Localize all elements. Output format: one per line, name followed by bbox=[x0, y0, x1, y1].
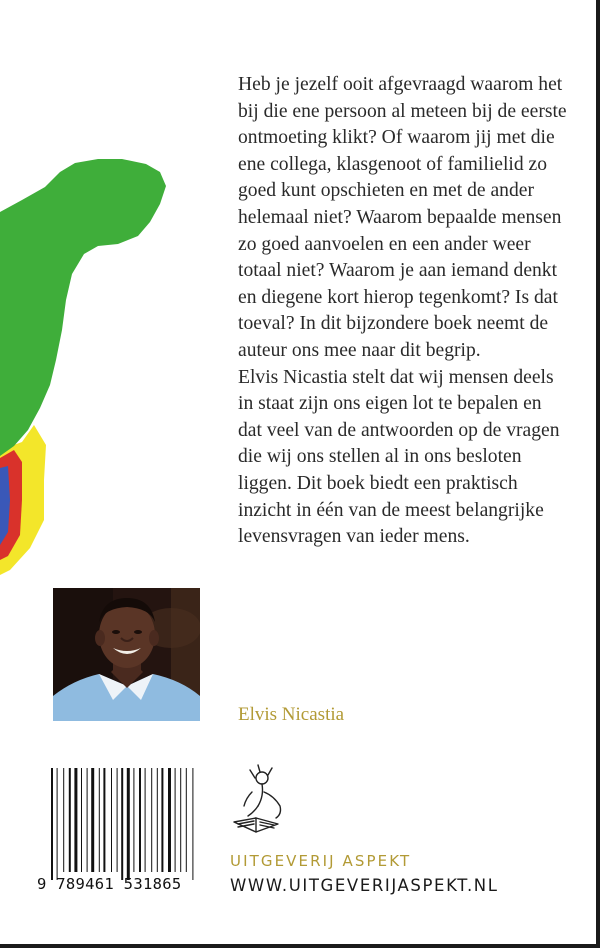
blurb-paragraph-2: Elvis Nicastia stelt dat wij mensen deels in staat zijn ons eigen lot te bepalen en dat veel van de antwoorden op de vragen die wij ons stellen al in ons besloten liggen. Dit boek biedt een praktisch inzicht in één van de meest belangrijke levensvragen van ieder mens. bbox=[238, 366, 560, 548]
publisher-website: WWW.UITGEVERIJASPEKT.NL bbox=[230, 876, 499, 895]
author-name: Elvis Nicastia bbox=[238, 704, 345, 725]
isbn-barcode bbox=[37, 768, 202, 898]
barcode-bar bbox=[192, 768, 193, 880]
barcode-bar bbox=[145, 768, 146, 872]
barcode-bar bbox=[151, 768, 152, 872]
blurb-text bbox=[238, 72, 568, 551]
reading-figure-logo-icon bbox=[228, 762, 292, 836]
author-photo bbox=[53, 588, 200, 721]
silhouette-figure-graphic bbox=[0, 0, 200, 580]
isbn-number: 9 789461 531865 bbox=[37, 875, 182, 893]
barcode-bar bbox=[111, 768, 112, 872]
barcode-bar bbox=[161, 768, 163, 872]
barcode-bar bbox=[57, 768, 58, 880]
barcode-bar bbox=[87, 768, 88, 872]
publisher-name: UITGEVERIJ ASPEKT bbox=[230, 852, 412, 870]
barcode-bar bbox=[186, 768, 187, 872]
barcode-bar bbox=[180, 768, 181, 872]
barcode-bar bbox=[74, 768, 77, 872]
barcode-bar bbox=[69, 768, 71, 872]
barcode-bar bbox=[91, 768, 94, 872]
blurb-paragraph-1: Heb je jezelf ooit afgevraagd waarom het bij die ene persoon al meteen bij de eerste ontmoeting klikt? Of waarom jij met die ene collega, klasgenoot of familielid zo goed kunt opschieten en met de ander helemaal niet? Waarom bepaalde mensen zo goed aanvoelen en een ander weer totaal niet? Waarom je aan iemand denkt en diegene kort hierop tegenkomt? Is dat toeval? In dit bijzondere boek neemt de auteur ons mee naar dit begrip. bbox=[238, 74, 567, 361]
barcode-bar bbox=[175, 768, 176, 872]
barcode-bar bbox=[103, 768, 105, 872]
barcode-bar bbox=[81, 768, 82, 872]
barcode-bar bbox=[117, 768, 118, 872]
barcode-bar bbox=[63, 768, 64, 872]
barcode-bar bbox=[139, 768, 141, 872]
barcode-bar bbox=[127, 768, 130, 880]
barcode-bar bbox=[168, 768, 171, 872]
barcode-bar bbox=[51, 768, 53, 880]
barcode-bar bbox=[99, 768, 100, 872]
barcode-bar bbox=[133, 768, 134, 872]
barcode-bar bbox=[121, 768, 123, 880]
barcode-bar bbox=[157, 768, 158, 872]
